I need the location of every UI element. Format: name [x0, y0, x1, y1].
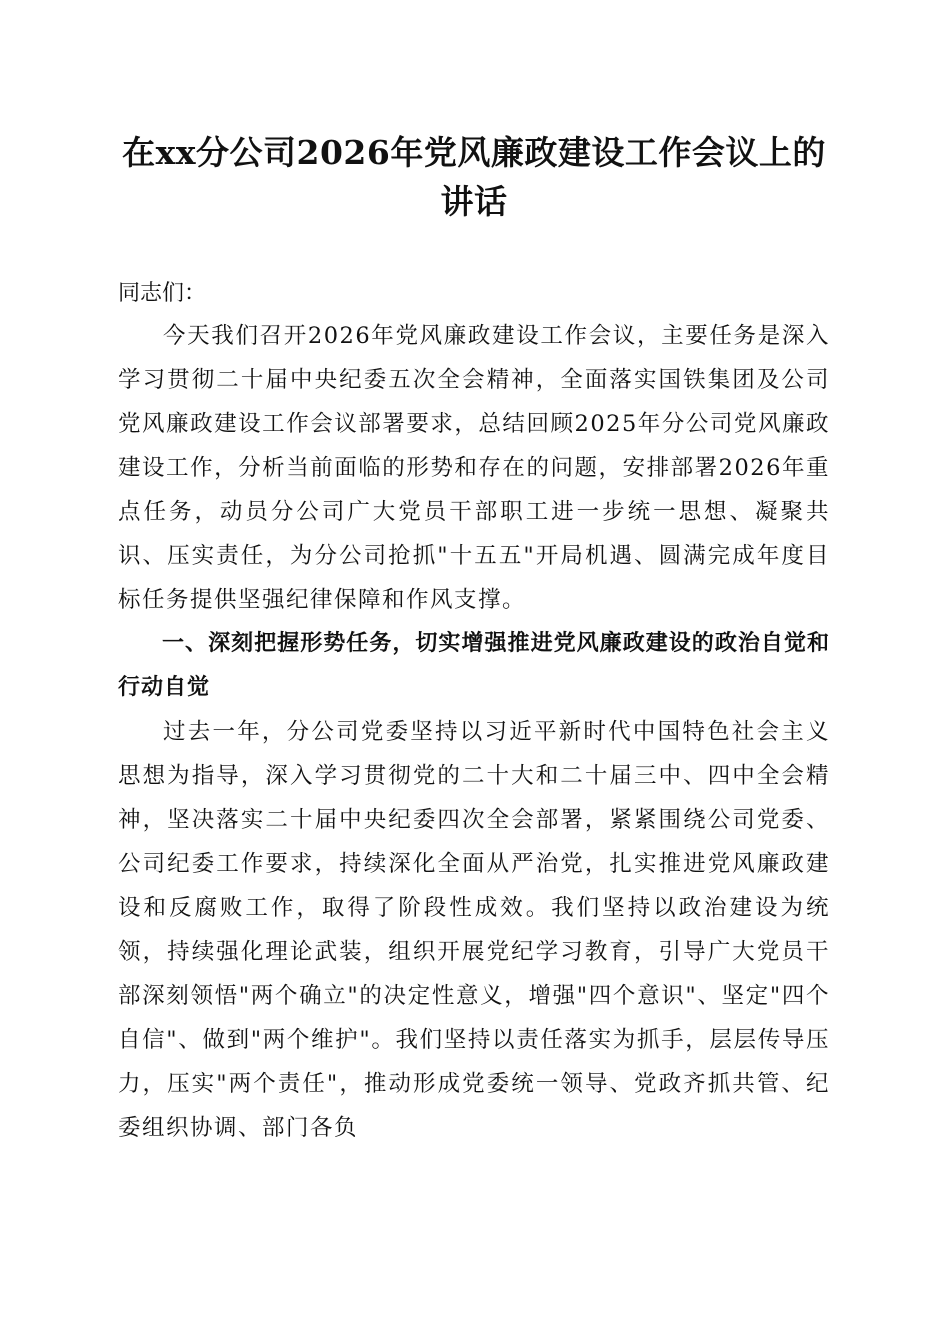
document-title: 在xx分公司2026年党风廉政建设工作会议上的讲话: [122, 133, 826, 221]
section-1-paragraph: 过去一年，分公司党委坚持以习近平新时代中国特色社会主义思想为指导，深入学习贯彻党的二十大和二十届三中、四中全会精神，坚决落实二十届中央纪委四次全会部署，紧紧围绕公司党委、公司纪委工作要求，持续深化全面从严治党，扎实推进党风廉政建设和反腐败工作，取得了阶段性成效。我们坚持以政治建设为统领，持续强化理论武装，组织开展党纪学习教育，引导广大党员干部深刻领悟"两个确立"的决定性意义，增强"四个意识"、坚定"四个自信"、做到"两个维护"。我们坚持以责任落实为抓手，层层传导压力，压实"两个责任"，推动形成党委统一领导、党政齐抓共管、纪委组织协调、部门各负: [118, 719, 830, 1141]
salutation: 同志们：: [118, 281, 207, 306]
section-heading-1: 一、深刻把握形势任务，切实增强推进党风廉政建设的政治自觉和行动自觉: [118, 631, 830, 700]
document-page: [118, 128, 830, 1150]
intro-paragraph: 今天我们召开2026年党风廉政建设工作会议，主要任务是深入学习贯彻二十届中央纪委五次全会精神，全面落实国铁集团及公司党风廉政建设工作会议部署要求，总结回顾2025年分公司党风廉政建设工作，分析当前面临的形势和存在的问题，安排部署2026年重点任务，动员分公司广大党员干部职工进一步统一思想、凝聚共识、压实责任，为分公司抢抓"十五五"开局机遇、圆满完成年度目标任务提供坚强纪律保障和作风支撑。: [118, 323, 830, 613]
